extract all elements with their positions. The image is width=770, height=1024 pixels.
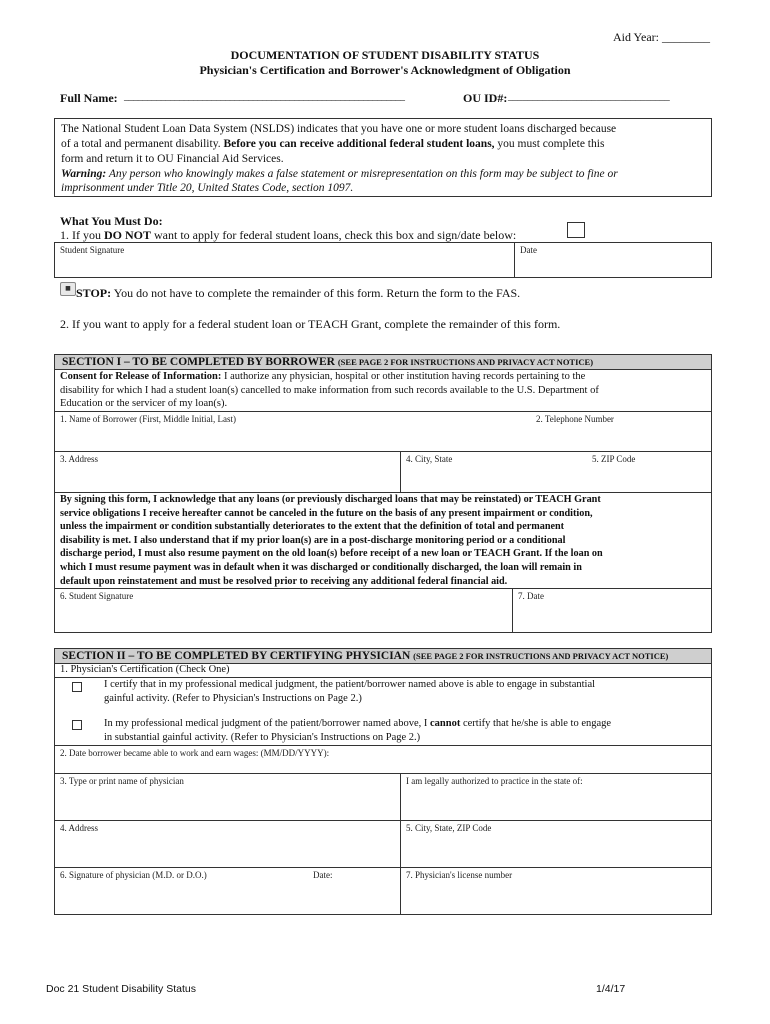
stop-line bbox=[76, 286, 520, 301]
authorized-state-field[interactable] bbox=[404, 788, 708, 818]
option-cannot-text-c: certify that he/she is able to engage bbox=[462, 718, 612, 729]
license-number-field[interactable] bbox=[404, 882, 708, 912]
city-state-field[interactable] bbox=[404, 465, 584, 489]
footer-doc-date: 1/4/17 bbox=[596, 983, 626, 995]
item-1b: DO NOT bbox=[104, 228, 152, 242]
section-2-header bbox=[54, 648, 712, 664]
no-loan-checkbox[interactable] bbox=[567, 222, 585, 238]
option-able-line-2: gainful activity. (Refer to Physician's Instructions on Page 2.) bbox=[104, 693, 362, 704]
notice-box bbox=[54, 118, 712, 197]
address-label: 3. Address bbox=[60, 454, 98, 464]
student-signature-label: Student Signature bbox=[60, 245, 125, 255]
consent-label: Consent for Release of Information: bbox=[60, 371, 222, 382]
telephone-label: 2. Telephone Number bbox=[536, 414, 614, 424]
physician-signature-label: 6. Signature of physician (M.D. or D.O.) bbox=[60, 870, 207, 880]
date-label: Date bbox=[520, 245, 537, 255]
item-1 bbox=[60, 228, 516, 243]
physician-city-zip-field[interactable] bbox=[404, 835, 708, 865]
document-title: DOCUMENTATION OF STUDENT DISABILITY STATUS bbox=[230, 48, 540, 62]
option-able-line-1: I certify that in my professional medical judgment, the patient/borrower named above is able to engage in substantial bbox=[104, 679, 596, 690]
acknowledgment-text bbox=[60, 493, 710, 588]
borrower-date-label: 7. Date bbox=[518, 591, 544, 601]
ack-line: disability is met. I also understand that if my prior loan(s) are in a post-discharge monitoring period or a conditional bbox=[60, 534, 566, 546]
zip-code-label: 5. ZIP Code bbox=[592, 454, 636, 464]
option-cannot-line-1 bbox=[104, 718, 611, 729]
section-2-note: (SEE PAGE 2 FOR INSTRUCTIONS AND PRIVACY ACT NOTICE) bbox=[413, 651, 669, 661]
physician-date-field[interactable] bbox=[312, 882, 396, 912]
physician-name-label: 3. Type or print name of physician bbox=[60, 776, 184, 786]
item-1c: want to apply for federal student loans, check this box and sign/date below: bbox=[154, 228, 517, 242]
date-able-field[interactable] bbox=[370, 747, 706, 771]
stop-text: You do not have to complete the remainder of this form. Return the form to the FAS. bbox=[113, 286, 521, 300]
row-divider bbox=[54, 677, 712, 678]
notice-line-1: The National Student Loan Data System (NSLDS) indicates that you have one or more student loans discharged because bbox=[61, 123, 617, 135]
option-cannot-checkbox[interactable] bbox=[72, 720, 82, 730]
stop-icon: ■ bbox=[60, 282, 76, 296]
aid-year: Aid Year: ________ bbox=[613, 30, 711, 44]
notice-line-3: form and return it to OU Financial Aid Services. bbox=[61, 153, 284, 165]
notice-line-2a: of a total and permanent disability. bbox=[61, 138, 221, 150]
borrower-signature-field[interactable] bbox=[60, 602, 508, 630]
ack-line: By signing this form, I acknowledge that any loans (or previously discharged loans that may be reinstated) or TEACH Grant bbox=[60, 494, 601, 505]
student-signature-field[interactable] bbox=[60, 251, 512, 276]
ack-line: default upon reinstatement and must be resolved prior to receiving any additional federal financial aid. bbox=[60, 575, 508, 587]
warning-text: Any person who knowingly makes a false statement or misrepresentation on this form may be subject to fine or bbox=[108, 168, 618, 180]
option-cannot-text-b: cannot bbox=[429, 718, 461, 729]
physician-address-field[interactable] bbox=[60, 835, 396, 865]
item-2: 2. If you want to apply for a federal student loan or TEACH Grant, complete the remainder of this form. bbox=[60, 317, 561, 331]
consent-text-1: I authorize any physician, hospital or other institution having records pertaining to the bbox=[224, 371, 586, 382]
zip-code-field[interactable] bbox=[590, 465, 708, 489]
consent-line-2: disability for which I had a student loan(s) cancelled to make information from such records available to the U.S. Department of bbox=[60, 385, 599, 396]
stop-label: STOP: bbox=[76, 286, 112, 300]
full-name-label: Full Name: bbox=[60, 91, 118, 105]
ou-id-line[interactable]: _________________________________ bbox=[508, 91, 670, 102]
physician-city-zip-label: 5. City, State, ZIP Code bbox=[406, 823, 492, 833]
address-field[interactable] bbox=[60, 465, 396, 489]
borrower-signature-label: 6. Student Signature bbox=[60, 591, 134, 601]
warning-line-1 bbox=[61, 168, 618, 180]
row-divider bbox=[54, 451, 712, 452]
section-1-title: SECTION I – TO BE COMPLETED BY BORROWER bbox=[62, 356, 335, 368]
ack-line: which I must resume payment was in default when it was discharged or conditionally discharged, the loan will remain in bbox=[60, 561, 582, 573]
section-1-note: (SEE PAGE 2 FOR INSTRUCTIONS AND PRIVACY ACT NOTICE) bbox=[337, 357, 594, 367]
row-divider bbox=[54, 867, 712, 868]
authorized-state-label: I am legally authorized to practice in the state of: bbox=[406, 776, 583, 786]
option-cannot-line-2: in substantial gainful activity. (Refer to Physician's Instructions on Page 2.) bbox=[104, 732, 421, 743]
ack-line: discharge period, I must also resume payment on the old loan(s) before receipt of a new loan or TEACH Grant. If the loan on bbox=[60, 548, 603, 560]
section-2-title: SECTION II – TO BE COMPLETED BY CERTIFYING PHYSICIAN bbox=[62, 650, 411, 662]
physician-signature-field[interactable] bbox=[60, 882, 300, 912]
what-you-must-do-heading: What You Must Do: bbox=[60, 214, 163, 228]
ack-line: service obligations I receive hereafter cannot be canceled in the future on the basis of any present impairment or condition, bbox=[60, 507, 593, 519]
section-1-header bbox=[54, 354, 712, 370]
physician-address-label: 4. Address bbox=[60, 823, 98, 833]
notice-line-2 bbox=[61, 138, 604, 150]
borrower-name-field[interactable] bbox=[60, 425, 520, 449]
ack-line: unless the impairment or condition substantially deteriorates to the extent that the definition of total and permanent bbox=[60, 521, 565, 533]
borrower-name-label: 1. Name of Borrower (First, Middle Initial, Last) bbox=[60, 414, 236, 424]
col-divider bbox=[400, 773, 401, 915]
row-divider bbox=[54, 773, 712, 774]
row-divider bbox=[54, 745, 712, 746]
city-state-label: 4. City, State bbox=[406, 454, 453, 464]
col-divider bbox=[512, 588, 513, 633]
row-divider bbox=[54, 588, 712, 589]
consent-line-1 bbox=[60, 371, 585, 382]
date-able-label: 2. Date borrower became able to work and earn wages: (MM/DD/YYYY): bbox=[60, 748, 330, 758]
row-divider bbox=[54, 820, 712, 821]
warning-line-2: imprisonment under Title 20, United States Code, section 1097. bbox=[61, 182, 354, 194]
borrower-date-field[interactable] bbox=[516, 602, 708, 630]
option-able-checkbox[interactable] bbox=[72, 682, 82, 692]
student-signature-date-field[interactable] bbox=[518, 251, 708, 276]
signature-divider bbox=[514, 242, 515, 278]
ou-id-label: OU ID#: bbox=[463, 91, 508, 105]
full-name-line[interactable]: _____________________________________________________________ bbox=[124, 91, 405, 102]
footer-doc-name: Doc 21 Student Disability Status bbox=[46, 983, 196, 995]
document-subtitle: Physician's Certification and Borrower's Acknowledgment of Obligation bbox=[199, 63, 571, 77]
notice-line-2b: Before you can receive additional federal student loans, bbox=[223, 138, 495, 150]
consent-line-3: Education or the servicer of my loan(s). bbox=[60, 398, 228, 409]
row-divider bbox=[54, 411, 712, 412]
physician-date-label: Date: bbox=[313, 870, 333, 880]
col-divider bbox=[400, 451, 401, 492]
certification-label: 1. Physician's Certification (Check One) bbox=[60, 664, 230, 675]
notice-line-2c: you must complete this bbox=[497, 138, 605, 150]
telephone-field[interactable] bbox=[530, 425, 708, 449]
item-1a: 1. If you bbox=[60, 228, 101, 242]
warning-label: Warning: bbox=[61, 168, 107, 180]
license-number-label: 7. Physician's license number bbox=[406, 870, 513, 880]
option-cannot-text-a: In my professional medical judgment of the patient/borrower named above, I bbox=[104, 718, 428, 729]
physician-name-field[interactable] bbox=[60, 788, 396, 818]
